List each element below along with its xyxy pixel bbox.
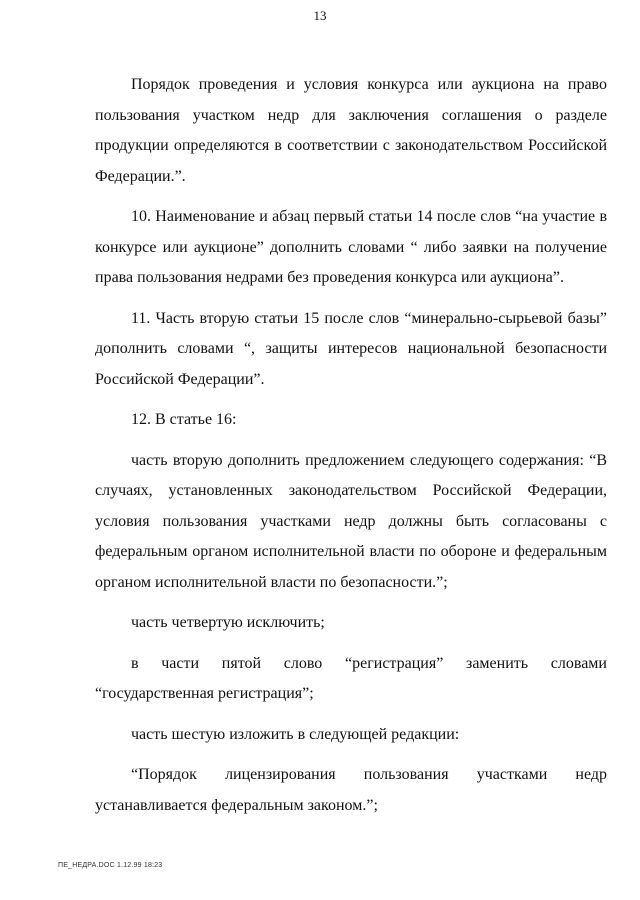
paragraph-licensing-order: “Порядок лицензирования пользования участками недр устанавливается федеральным законом.”;: [95, 766, 607, 814]
paragraph-part-five: в части пятой слово “регистрация” заменить словами “государственная регистрация”;: [95, 654, 607, 702]
file-footer: ПЕ_НЕДРА.DOC 1.12.99 18:23: [58, 862, 163, 869]
paragraph-part-two: часть вторую дополнить предложением следующего содержания: “В случаях, установленных законодательством Российской Федерации, условия пользования участками недр должны быть согласованы с федеральным органом исполнительной власти по обороне и федеральным органом исполнительной власти по безопасности.”;: [95, 451, 607, 591]
paragraph-part-six: часть шестую изложить в следующей редакции:: [131, 725, 460, 743]
page-number: 13: [313, 8, 327, 23]
paragraph-auction-procedure: Порядок проведения и условия конкурса или аукциона на право пользования участком недр для заключения соглашения о разделе продукции определяются в соответствии с законодательством Российской Федерации.”.: [95, 76, 607, 185]
paragraph-item-11: 11. Часть вторую статьи 15 после слов “минерально-сырьевой базы” дополнить словами “, защиты интересов национальной безопасности Российской Федерации”.: [95, 309, 607, 388]
paragraph-item-12: 12. В статье 16:: [131, 411, 237, 428]
paragraph-item-10: 10. Наименование и абзац первый статьи 14 после слов “на участие в конкурсе или аукционе” дополнить словами “ либо заявки на получение права пользования недрами без проведения конкурса или аукциона”.: [95, 208, 607, 286]
document-body: [95, 70, 607, 821]
paragraph-part-four: часть четвертую исключить;: [131, 614, 325, 631]
